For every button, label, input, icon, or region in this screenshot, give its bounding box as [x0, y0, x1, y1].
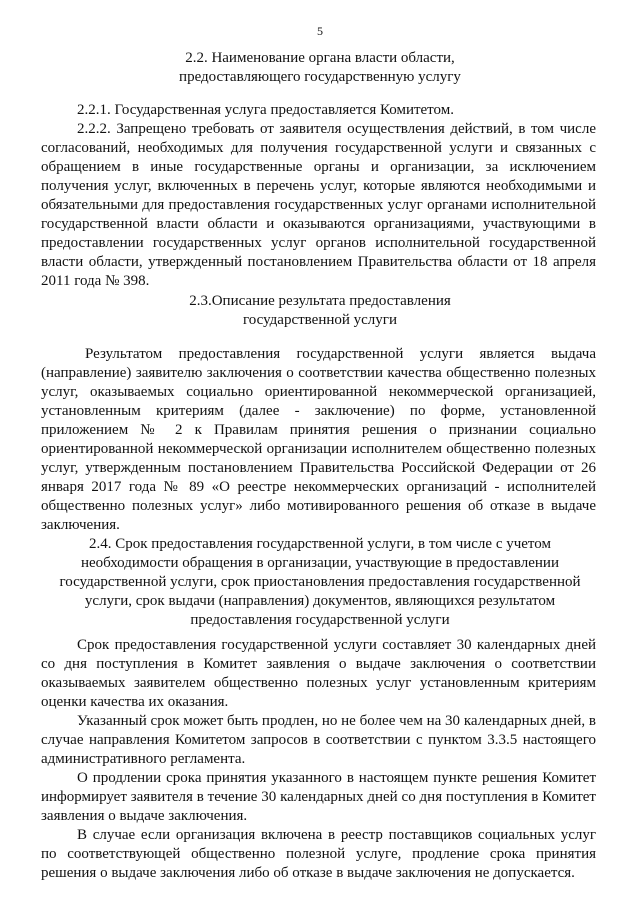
- paragraph-2-4-registry: В случае если организация включена в реестр поставщиков социальных услуг по соответствующей общественно полезной услуге, продление срока принятия решения о выдаче заключения либо об отказе в выдаче заключения не допускается.: [41, 827, 596, 881]
- paragraph-2-4-extension: Указанный срок может быть продлен, но не более чем на 30 календарных дней, в случае направления Комитетом запросов в соответствии с пунктом 3.3.5 настоящего административного регламента.: [41, 713, 596, 767]
- section-2-4-heading: [40, 535, 600, 630]
- section-2-3-heading: [40, 292, 600, 330]
- heading-line: предоставляющего государственную услугу: [179, 69, 461, 85]
- paragraph-2-2-2: 2.2.2. Запрещено требовать от заявителя осуществления действий, в том числе согласований, необходимых для получения государственной услуги и связанных с обращением в иные государственные органы и организации, за исключением получения услуг, включенных в перечень услуг, которые являются необходимыми и обязательными для предоставления государственных услуг органами исполнительной государственной власти области и оказываются организациями, участвующими в предоставлении государственных услуг органов исполнительной государственной власти области, утвержденный постановлением Правительства области от 18 апреля 2011 года № 398.: [41, 121, 596, 289]
- paragraph-2-4-notification: О продлении срока принятия указанного в настоящем пункте решения Комитет информирует заявителя в течение 30 календарных дней со дня поступления в Комитет заявления о выдаче заключения.: [41, 770, 596, 824]
- paragraph-2-2-1: 2.2.1. Государственная услуга предоставляется Комитетом.: [77, 102, 454, 118]
- heading-line: государственной услуги, срок приостановления предоставления государственной: [59, 574, 581, 590]
- heading-line: 2.3.Описание результата предоставления: [189, 293, 451, 309]
- heading-line: предоставления государственной услуги: [190, 612, 450, 628]
- page-number: 5: [317, 24, 323, 38]
- heading-line: услуги, срок выдачи (направления) документов, являющихся результатом: [84, 593, 556, 609]
- paragraph-2-4-term: Срок предоставления государственной услуги составляет 30 календарных дней со дня поступления в Комитет заявления о выдаче заключения о соответствии оказываемых заявителем общественно полезных услуг установленным критериям оценки качества их оказания.: [41, 637, 596, 710]
- heading-line: 2.2. Наименование органа власти области,: [185, 50, 455, 66]
- heading-line: 2.4. Срок предоставления государственной услуги, в том числе с учетом: [89, 536, 551, 552]
- paragraph-2-3-result: Результатом предоставления государственной услуги является выдача (направление) заявителю заключения о соответствии качества общественно полезных услуг, оказываемых социально ориентированной некоммерческой организацией, установленным критериям (далее - заключение) по форме, установленной приложением № 2 к Правилам принятия решения о признании социально ориентированной некоммерческой организации исполнителем общественно полезных услуг, утвержденным постановлением Правительства Российской Федерации от 26 января 2017 года № 89 «О реестре некоммерческих организаций - исполнителей общественно полезных услуг» либо мотивированного решения об отказе в выдаче заключения.: [41, 346, 596, 533]
- heading-line: необходимости обращения в организации, участвующие в предоставлении: [81, 555, 559, 571]
- section-2-2-heading: [40, 49, 600, 87]
- heading-line: государственной услуги: [243, 312, 397, 328]
